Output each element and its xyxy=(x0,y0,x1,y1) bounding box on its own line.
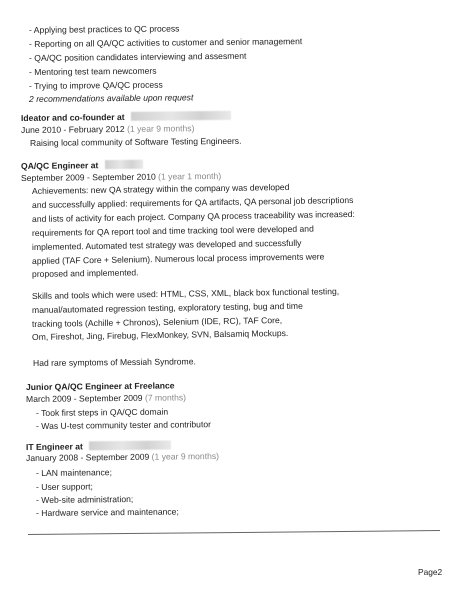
redacted-company xyxy=(131,111,231,121)
job-qa-heading xyxy=(21,160,143,171)
job-qa-skills-2: manual/automated regression testing, exploratory testing, bug and time xyxy=(31,300,303,315)
job-qa-line-4: requirements for QA report tool and time tracking tool were developed and xyxy=(31,223,314,238)
job-dates: June 2010 - February 2012 xyxy=(20,123,125,135)
job-title: IT Engineer xyxy=(25,441,73,452)
job-junior-dates-row xyxy=(26,392,186,404)
recommendations-note: 2 recommendations available upon request xyxy=(28,92,194,104)
job-ideator-dates-row xyxy=(21,123,195,135)
job-qa-dates-row xyxy=(21,171,221,183)
job-qa-line-5: implemented. Automated test strategy was developed and successfully xyxy=(31,237,302,252)
job-duration: (1 year 9 months) xyxy=(151,450,220,462)
job-at: at xyxy=(75,441,83,452)
job-title: QA/QC Engineer xyxy=(20,160,89,171)
job-ideator-heading xyxy=(21,111,231,123)
job-title: Ideator and co-founder xyxy=(20,112,115,123)
job-ideator-desc: Raising local community of Software Testing Engineers. xyxy=(29,135,242,148)
qc-bullet-2: - Reporting on all QA/QC activities to customer and senior management xyxy=(28,36,303,49)
job-at: at xyxy=(90,160,99,171)
job-it-heading xyxy=(26,440,171,452)
job-duration: (7 months) xyxy=(144,392,187,403)
redacted-company xyxy=(89,440,171,450)
qc-bullet-5: - Trying to improve QA/QC process xyxy=(28,79,163,91)
page-number: Page2 xyxy=(418,567,443,577)
job-junior-bullet-1: - Took first steps in QA/QC domain xyxy=(35,406,169,418)
job-it-bullet-3: - Web-site administration; xyxy=(35,493,134,505)
job-qa-skills-4: Om, Fireshot, Jing, Firebug, FlexMonkey, SVN, Balsamiq Mockups. xyxy=(31,327,289,342)
job-dates: September 2009 - September 2010 xyxy=(20,171,156,183)
job-junior-bullet-2: - Was U-test community tester and contributor xyxy=(35,419,212,431)
job-qa-skills-1: Skills and tools which were used: HTML, CSS, XML, black box functional testing, xyxy=(31,286,340,301)
job-duration: (1 year 9 months) xyxy=(127,123,195,134)
job-at: at xyxy=(116,111,125,122)
job-it-bullet-1: - LAN maintenance; xyxy=(35,467,113,478)
job-qa-line-3: and lists of activity for each project. Company QA process traceability was increased: xyxy=(31,208,355,224)
qc-bullet-1: - Applying best practices to QC process xyxy=(28,23,180,35)
job-duration: (1 year 1 month) xyxy=(158,170,222,182)
job-qa-line-7: proposed and implemented. xyxy=(31,267,139,279)
job-qa-note: Had rare symptoms of Messiah Syndrome. xyxy=(32,356,196,368)
qc-bullet-3: - QA/QC position candidates interviewing and assesment xyxy=(28,50,247,63)
job-dates: January 2008 - September 2009 xyxy=(25,451,150,463)
job-qa-skills-3: tracking tools (Achille + Chronos), Selenium (IDE, RC), TAF Core, xyxy=(31,315,283,329)
job-junior-heading: Junior QA/QC Engineer at Freelance xyxy=(25,380,175,392)
job-qa-line-1: Achievements: new QA strategy within the company was developed xyxy=(31,181,290,196)
job-qa-line-2: and successfully applied: requirements for QA artifacts, QA personal job descriptions xyxy=(31,194,354,210)
job-dates: March 2009 - September 2009 xyxy=(25,392,143,404)
qc-bullet-4: - Mentoring test team newcomers xyxy=(28,65,157,77)
job-it-dates-row xyxy=(26,451,219,463)
redacted-company xyxy=(105,160,143,169)
job-it-bullet-2: - User support; xyxy=(35,481,93,492)
footer-rule xyxy=(28,530,440,535)
job-it-bullet-4: - Hardware service and maintenance; xyxy=(35,506,179,518)
job-qa-line-6: applied (TAF Core + Selenium). Numerous local process improvements were xyxy=(31,251,325,266)
